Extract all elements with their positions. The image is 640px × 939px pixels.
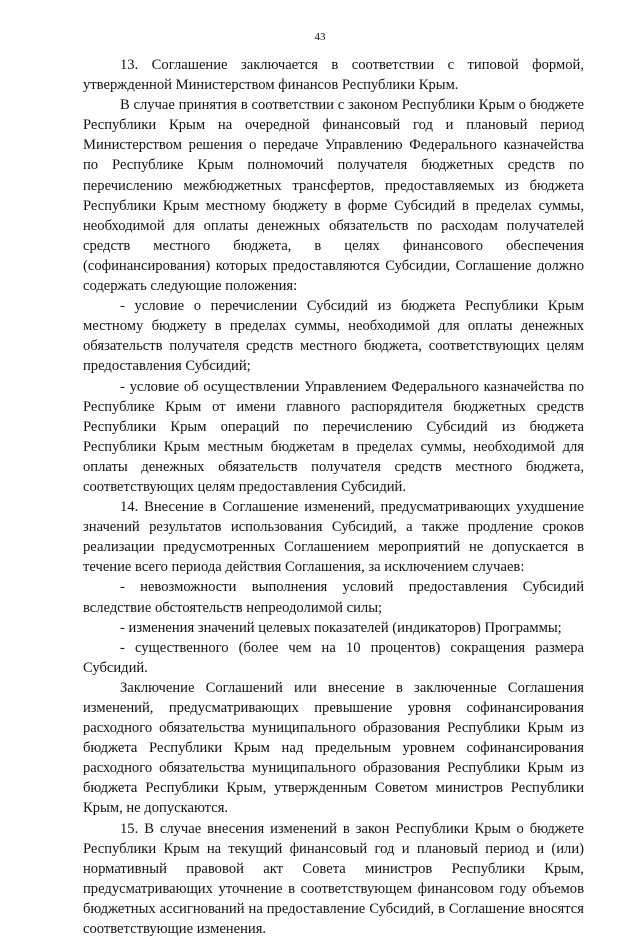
paragraph-13: 13. Соглашение заключается в соответствии с типовой формой, утвержденной Министерством финансов Республики Крым. (83, 57, 584, 94)
list-item-force-majeure: - невозможности выполнения условий предоставления Субсидий вследствие обстоятельств непреодолимой силы; (83, 579, 584, 616)
paragraph-treasury-transfer: В случае принятия в соответствии с законом Республики Крым о бюджете Республики Крым на очередной финансовый год и плановый период Министерством решения о передаче Управлению Федерального казначейства по Республике Крым полномочий получателя бюджетных средств по перечислению межбюджетных трансфертов, предоставляемых из бюджета Республики Крым местному бюджету в форме Субсидий в пределах суммы, необходимой для оплаты денежных обязательств по расходам получателей средств местного бюджета, в целях финансового обеспечения (софинансирования) которых предоставляются Субсидии, Соглашение должно содержать следующие положения: (83, 97, 584, 295)
list-item-transfer-condition: - условие о перечислении Субсидий из бюджета Республики Крым местному бюджету в пределах суммы, необходимой для оплаты денежных обязательств получателя средств местного бюджета, соответствующих целям предоставления Субсидий; (83, 298, 584, 375)
list-item-subsidy-reduction: - существенного (более чем на 10 процентов) сокращения размера Субсидий. (83, 639, 584, 676)
paragraph-15: 15. В случае внесения изменений в закон Республики Крым о бюджете Республики Крым на текущий финансовый год и плановый период и (или) нормативный правовой акт Совета министров Республики Крым, предусматривающих уточнение в соответствующем финансовом году объемов бюджетных ассигнований на предоставление Субсидий, в Соглашение вносятся соответствующие изменения. (83, 820, 584, 938)
list-item-indicator-changes: - изменения значений целевых показателей (индикаторов) Программы; (120, 619, 562, 636)
document-body (83, 55, 584, 939)
page-number: 43 (314, 31, 326, 43)
paragraph-14: 14. Внесение в Соглашение изменений, предусматривающих ухудшение значений результатов использования Субсидий, а также продление сроков реализации предусмотренных Соглашением мероприятий не допускается в течение всего периода действия Соглашения, за исключением случаев: (83, 499, 584, 576)
paragraph-cofinancing-limit: Заключение Соглашений или внесение в заключенные Соглашения изменений, предусматривающих превышение уровня софинансирования расходного обязательства муниципального образования Республики Крым из бюджета Республики Крым над предельным уровнем софинансирования расходного обязательства муниципального образования Республики Крым из бюджета Республики Крым, утвержденным Советом министров Республики Крым, не допускаются. (83, 679, 584, 817)
list-item-treasury-operations: - условие об осуществлении Управлением Федерального казначейства по Республике Крым от имени главного распорядителя бюджетных средств Республики Крым операций по перечислению Субсидий из бюджета Республики Крым местным бюджетам в пределах суммы, необходимой для оплаты денежных обязательств получателя средств местного бюджета, соответствующих целям предоставления Субсидий. (83, 378, 584, 495)
